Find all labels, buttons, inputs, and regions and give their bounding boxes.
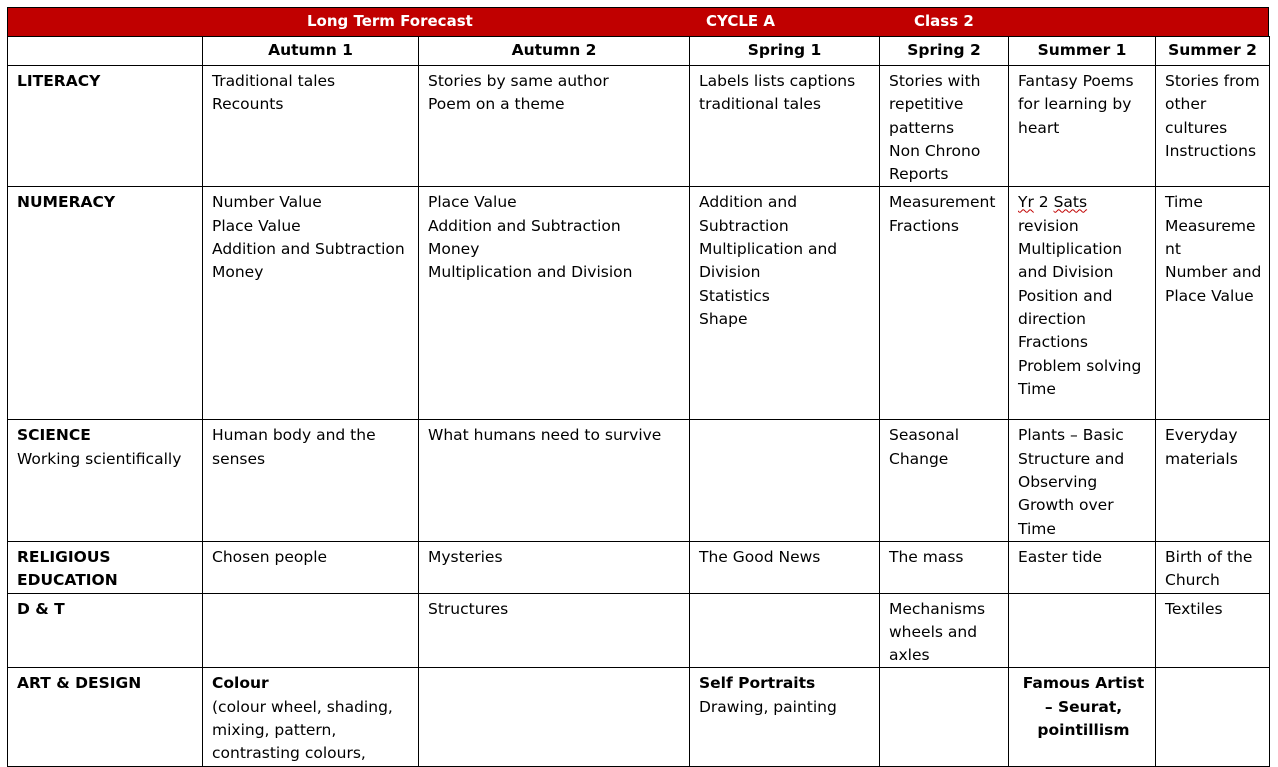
table-cell — [203, 66, 419, 187]
cell-line: Structures — [428, 599, 509, 618]
corner-cell — [8, 37, 203, 66]
cell-line: Money — [428, 240, 480, 259]
cell-line: Stories with repetitive patterns — [889, 72, 981, 137]
table-row — [8, 541, 1270, 593]
cell-line: (colour wheel, shading, mixing, pattern, contrasting colours, — [212, 697, 393, 763]
cell-heading: Self Portraits — [699, 674, 816, 693]
term-header: Summer 2 — [1156, 37, 1270, 66]
table-cell — [690, 420, 880, 541]
cell-line: Poem on a theme — [428, 95, 565, 114]
subject-cell — [8, 593, 203, 668]
cell-line — [1018, 191, 1149, 214]
class-label: Class 2 — [914, 12, 974, 30]
subject-cell — [8, 187, 203, 420]
subject-label: LITERACY — [17, 72, 101, 90]
subject-cell — [8, 668, 203, 766]
table-cell — [419, 420, 690, 541]
cell-line: Textiles — [1165, 599, 1223, 618]
subject-cell — [8, 541, 203, 593]
term-header: Summer 1 — [1009, 37, 1156, 66]
cell-line: Plants – Basic Structure and Observing Growth over Time — [1018, 426, 1125, 538]
term-header-row — [8, 37, 1270, 66]
cell-line: Measurement — [889, 193, 996, 212]
table-cell — [203, 420, 419, 541]
forecast-table — [7, 36, 1270, 767]
table-row — [8, 593, 1270, 668]
spellcheck-word: Sats — [1053, 193, 1088, 212]
table-cell — [1009, 66, 1156, 187]
table-cell — [203, 593, 419, 668]
table-cell — [1009, 187, 1156, 420]
table-row — [8, 187, 1270, 420]
cell-line: Mechanisms wheels and axles — [889, 599, 986, 665]
table-cell — [419, 668, 690, 766]
term-header: Autumn 2 — [419, 37, 690, 66]
table-cell — [880, 593, 1009, 668]
term-header: Spring 2 — [880, 37, 1009, 66]
cell-line: Multiplication and Division — [428, 263, 633, 282]
subject-label: D & T — [17, 599, 65, 618]
table-cell — [419, 187, 690, 420]
table-cell — [880, 668, 1009, 766]
text-fragment: 2 — [1033, 193, 1054, 212]
cell-line: Addition and Subtraction — [699, 193, 798, 235]
subject-label: SCIENCE — [17, 426, 91, 445]
cell-line: traditional tales — [699, 95, 822, 114]
subject-sublabel: Working scientifically — [17, 449, 182, 468]
table-cell — [1009, 668, 1156, 766]
table-cell — [203, 668, 419, 766]
cell-line: Everyday materials — [1165, 426, 1238, 468]
table-cell — [1156, 541, 1270, 593]
cell-heading: Colour — [212, 674, 269, 693]
cell-line: Human body and the senses — [212, 426, 376, 468]
title-bar — [7, 7, 1269, 37]
table-cell — [1156, 668, 1270, 766]
table-cell — [1009, 420, 1156, 541]
subject-cell — [8, 420, 203, 541]
cell-line: Statistics — [699, 286, 770, 305]
cell-line: Problem solving — [1018, 356, 1142, 375]
subject-cell — [8, 66, 203, 187]
cell-line: Chosen people — [212, 547, 328, 566]
cell-line: Drawing, painting — [699, 697, 837, 716]
table-cell — [203, 187, 419, 420]
subject-label: RELIGIOUS EDUCATION — [17, 547, 118, 590]
table-row — [8, 420, 1270, 541]
table-cell — [690, 593, 880, 668]
cell-line: Traditional tales — [212, 72, 336, 90]
cell-line: Measurement — [1165, 216, 1256, 259]
table-cell — [1009, 593, 1156, 668]
cell-line: The mass — [889, 547, 964, 566]
table-cell — [1156, 187, 1270, 420]
table-cell — [880, 66, 1009, 187]
table-cell — [1156, 420, 1270, 541]
table-cell — [690, 66, 880, 187]
table-row — [8, 66, 1270, 187]
cell-line: Labels lists captions — [699, 72, 856, 90]
table-cell — [1009, 541, 1156, 593]
cell-line: Fractions — [1018, 333, 1088, 352]
cycle-label: CYCLE A — [706, 12, 775, 30]
forecast-title: Long Term Forecast — [307, 12, 473, 30]
term-header: Spring 1 — [690, 37, 880, 66]
cell-line: Mysteries — [428, 547, 503, 566]
table-cell — [1156, 66, 1270, 187]
table-cell — [203, 541, 419, 593]
cell-line: Fantasy Poems for learning by heart — [1018, 72, 1134, 137]
cell-line: Addition and Subtraction — [212, 240, 405, 259]
cell-line: revision — [1018, 216, 1079, 235]
cell-line: Seasonal Change — [889, 426, 960, 468]
cell-line: Place Value — [212, 216, 301, 235]
table-cell — [690, 187, 880, 420]
table-cell — [419, 66, 690, 187]
table-cell — [690, 541, 880, 593]
cell-line: Position and direction — [1018, 286, 1113, 328]
table-cell — [880, 420, 1009, 541]
cell-line: Time — [1018, 379, 1056, 398]
table-cell — [880, 541, 1009, 593]
term-header: Autumn 1 — [203, 37, 419, 66]
cell-line: Number Value — [212, 193, 322, 212]
cell-line: Multiplication and Division — [699, 240, 838, 282]
cell-line: Place Value — [428, 193, 517, 212]
table-cell — [419, 541, 690, 593]
cell-heading: Famous Artist – Seurat, pointillism — [1022, 674, 1145, 740]
cell-line: Recounts — [212, 95, 284, 114]
subject-label: ART & DESIGN — [17, 674, 142, 693]
cell-line: Fractions — [889, 216, 959, 235]
cell-line: Easter tide — [1018, 547, 1103, 566]
cell-line: Stories from other cultures Instructions — [1165, 72, 1260, 160]
table-cell — [1156, 593, 1270, 668]
table-row — [8, 668, 1270, 766]
cell-line: Money — [212, 263, 264, 282]
cell-line: The Good News — [699, 547, 821, 566]
spellcheck-word: Yr — [1018, 193, 1034, 212]
subject-label: NUMERACY — [17, 193, 116, 212]
table-cell — [690, 668, 880, 766]
cell-line: Multiplication and Division — [1018, 240, 1123, 282]
cell-line: What humans need to survive — [428, 426, 662, 445]
table-cell — [419, 593, 690, 668]
cell-line: Time — [1165, 193, 1203, 212]
cell-line: Non Chrono Reports — [889, 141, 981, 184]
cell-line: Stories by same author — [428, 72, 609, 90]
cell-line: Addition and Subtraction — [428, 216, 621, 235]
table-cell — [880, 187, 1009, 420]
cell-line: Number and Place Value — [1165, 263, 1262, 305]
cell-line: Birth of the Church — [1165, 547, 1253, 590]
cell-line: Shape — [699, 309, 748, 328]
